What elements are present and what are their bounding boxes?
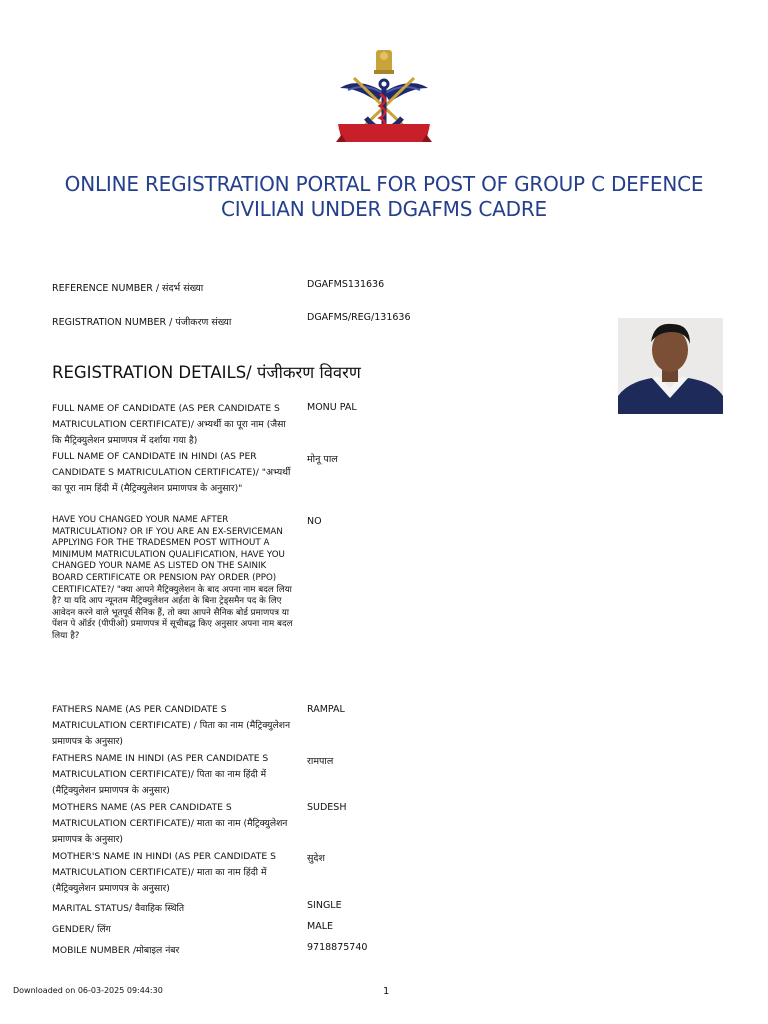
field-value-mobile-number: 9718875740 — [307, 942, 368, 953]
field-label-mother-name: MOTHERS NAME (AS PER CANDIDATE S MATRICULATION CERTIFICATE)/ माता का नाम (मैट्रिक्युलेशन प्रमाणपत्र के अनुसार) — [52, 802, 288, 845]
field-label-marital-status: MARITAL STATUS/ वैवाहिक स्थिति — [52, 903, 185, 914]
field-label-mother-name-hindi: MOTHER'S NAME IN HINDI (AS PER CANDIDATE S MATRICULATION CERTIFICATE)/ माता का नाम हिंदी में (मैट्रिक्युलेशन प्रमाणपत्र के अनुसार) — [52, 851, 276, 894]
reference-number-label: REFERENCE NUMBER / संदर्भ संख्या — [52, 283, 204, 294]
field-value-full-name: MONU PAL — [307, 402, 357, 413]
registration-number-value: DGAFMS/REG/131636 — [307, 312, 411, 323]
field-value-mother-name-hindi: सुदेश — [307, 853, 325, 864]
field-label-father-name-hindi: FATHERS NAME IN HINDI (AS PER CANDIDATE S MATRICULATION CERTIFICATE)/ पिता का नाम हिंदी में (मैट्रिक्युलेशन प्रमाणपत्र के अनुसार) — [52, 753, 269, 796]
registration-number-label: REGISTRATION NUMBER / पंजीकरण संख्या — [52, 317, 232, 328]
field-value-father-name-hindi: रामपाल — [307, 756, 334, 767]
afms-emblem-icon — [332, 44, 436, 148]
field-label-full-name: FULL NAME OF CANDIDATE (AS PER CANDIDATE S MATRICULATION CERTIFICATE)/ अभ्यर्थी का पूरा नाम (जैसा कि मैट्रिक्युलेशन प्रमाणपत्र में दर्शाया गया है) — [52, 403, 286, 446]
page-number: 1 — [383, 986, 390, 997]
field-label-gender: GENDER/ लिंग — [52, 924, 111, 935]
field-value-father-name: RAMPAL — [307, 704, 345, 715]
field-value-gender: MALE — [307, 921, 333, 932]
page-title: ONLINE REGISTRATION PORTAL FOR POST OF GROUP C DEFENCE CIVILIAN UNDER DGAFMS CADRE — [64, 172, 704, 221]
section-title: REGISTRATION DETAILS/ पंजीकरण विवरण — [52, 363, 361, 382]
reference-number-value: DGAFMS131636 — [307, 279, 385, 290]
field-label-full-name-hindi: FULL NAME OF CANDIDATE IN HINDI (AS PER CANDIDATE S MATRICULATION CERTIFICATE)/ "अभ्यर्थी का पूरा नाम हिंदी में (मैट्रिक्युलेशन प्रमाणपत्र के अनुसार)" — [52, 451, 291, 494]
field-value-marital-status: SINGLE — [307, 900, 342, 911]
field-label-mobile-number: MOBILE NUMBER /मोबाइल नंबर — [52, 945, 180, 956]
candidate-photo — [618, 318, 723, 414]
field-value-name-change: NO — [307, 516, 322, 527]
field-label-name-change: HAVE YOU CHANGED YOUR NAME AFTER MATRICULATION? OR IF YOU ARE AN EX-SERVICEMAN APPLYING FOR THE TRADESMEN POST WITHOUT A MINIMUM MATRICULATION QUALIFICATION, HAVE YOU CHANGED YOUR NAME AS LISTED ON THE SAINIK BOARD CERTIFICATE OR PENSION PAY ORDER (PPO) CERTIFICATE?/ "क्या आपने मैट्रिक्युलेशन के बाद अपना नाम बदल लिया है? या यदि आप न्यूनतम मैट्रिक्युलेशन अर्हता के बिना ट्रेड्समैन पद के लिए आवेदन करने वाले भूतपूर्व सैनिक हैं, तो क्या आपने सैनिक बोर्ड प्रमाणपत्र या पेंशन पे ऑर्डर (पीपीओ) प्रमाणपत्र में सूचीबद्ध किए अनुसार अपना नाम बदल लिया है? — [52, 515, 293, 641]
field-label-father-name: FATHERS NAME (AS PER CANDIDATE S MATRICULATION CERTIFICATE) / पिता का नाम (मैट्रिक्युलेशन प्रमाणपत्र के अनुसार) — [52, 704, 291, 747]
download-timestamp: Downloaded on 06-03-2025 09:44:30 — [13, 986, 163, 995]
field-value-mother-name: SUDESH — [307, 802, 347, 813]
field-value-full-name-hindi: मोनू पाल — [307, 454, 338, 465]
